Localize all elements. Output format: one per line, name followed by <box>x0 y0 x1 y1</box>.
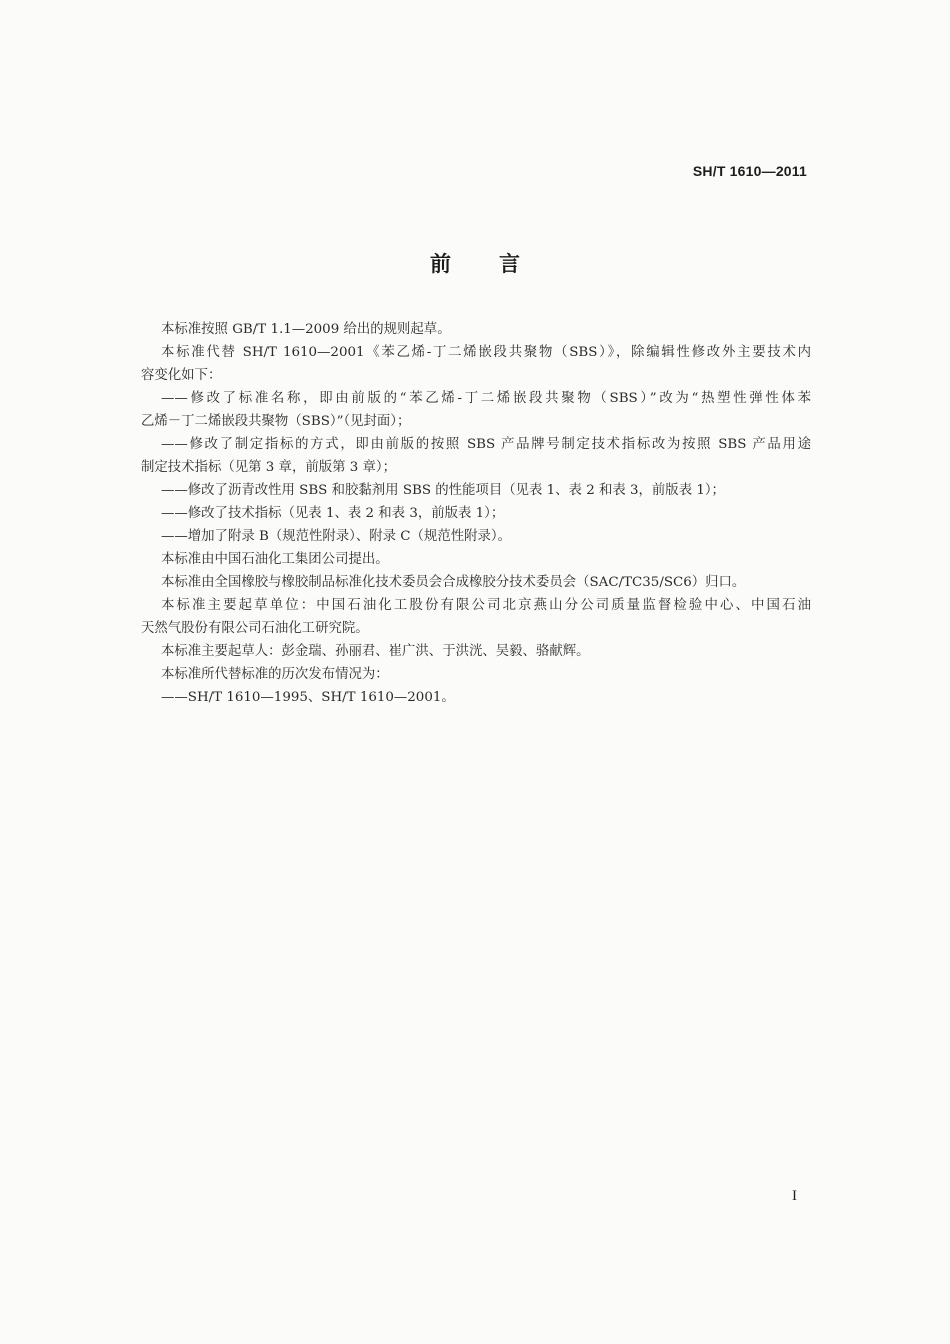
paragraph-history: 本标准所代替标准的历次发布情况为： <box>161 667 389 682</box>
standard-code: SH/T 1610—2011 <box>692 163 807 179</box>
change-item-method-cont: 制定技术指标（见第 3 章，前版第 3 章）； <box>141 460 397 475</box>
page-title: 前言 <box>430 252 568 276</box>
change-item-annex: ——增加了附录 B（规范性附录）、附录 C（规范性附录）。 <box>161 529 511 544</box>
paragraph-drafters: 本标准主要起草人：彭金瑞、孙丽君、崔广洪、于洪洸、吴毅、骆献辉。 <box>161 644 590 659</box>
change-item-properties: ——修改了沥青改性用 SBS 和胶黏剂用 SBS 的性能项目（见表 1、表 2 和表 3，前版表 1）； <box>161 483 725 498</box>
history-item: ——SH/T 1610—1995、SH/T 1610—2001。 <box>161 690 455 705</box>
page-number: I <box>792 1188 797 1204</box>
change-item-indicators: ——修改了技术指标（见表 1、表 2 和表 3，前版表 1）； <box>161 506 505 521</box>
foreword-body <box>141 318 811 709</box>
paragraph-replacement: 本标准代替 SH/T 1610—2001《苯乙烯-丁二烯嵌段共聚物（SBS）》，除编辑性修改外主要技术内 <box>161 345 811 360</box>
change-item-method: ——修改了制定指标的方式，即由前版的按照 SBS 产品牌号制定技术指标改为按照 SBS 产品用途 <box>161 437 811 452</box>
paragraph-drafting-units: 本标准主要起草单位：中国石油化工股份有限公司北京燕山分公司质量监督检验中心、中国石油 <box>161 598 811 613</box>
paragraph-proposer: 本标准由中国石油化工集团公司提出。 <box>161 552 389 567</box>
paragraph-drafting-rules: 本标准按照 GB/T 1.1—2009 给出的规则起草。 <box>161 322 451 337</box>
paragraph-drafting-units-cont: 天然气股份有限公司石油化工研究院。 <box>141 621 369 636</box>
paragraph-committee: 本标准由全国橡胶与橡胶制品标准化技术委员会合成橡胶分技术委员会（SAC/TC35/SC6）归口。 <box>161 575 746 590</box>
paragraph-replacement-cont: 容变化如下： <box>141 368 222 383</box>
change-item-name: ——修改了标准名称，即由前版的“苯乙烯-丁二烯嵌段共聚物（SBS）”改为“热塑性弹性体苯 <box>161 391 811 406</box>
change-item-name-cont: 乙烯－丁二烯嵌段共聚物（SBS）”（见封面）； <box>141 414 411 429</box>
